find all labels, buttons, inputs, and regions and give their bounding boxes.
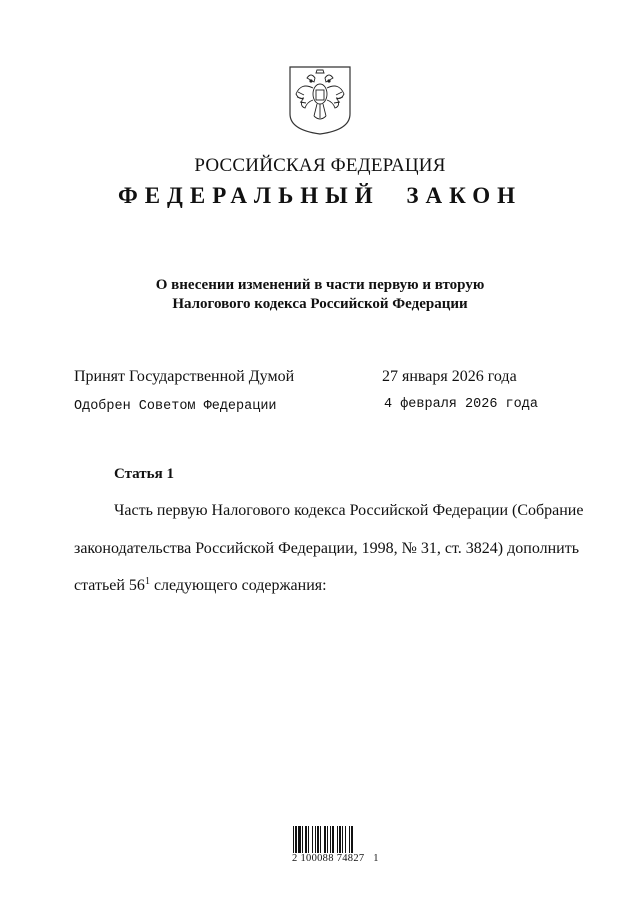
article-ref-superscript: 1 xyxy=(144,576,150,587)
article-text-line-3 xyxy=(74,577,570,595)
article-text-line-2: законодательства Российской Федерации, 1998, № 31, ст. 3824) дополнить xyxy=(74,540,580,557)
law-subject-line-2: Налогового кодекса Российской Федерации xyxy=(172,296,468,312)
barcode-number: 2 100088 74827 1 xyxy=(292,853,379,864)
law-subject-line-1: О внесении изменений в части первую и вторую xyxy=(155,277,485,293)
coat-of-arms-icon xyxy=(287,64,353,136)
country-name: РОССИЙСКАЯ ФЕДЕРАЦИЯ xyxy=(194,155,446,176)
article-ref: статьей 56 xyxy=(74,577,145,594)
barcode-icon xyxy=(292,826,378,853)
article-text-line-1: Часть первую Налогового кодекса Российской Федерации (Собрание xyxy=(114,502,584,519)
approved-label: Одобрен Советом Федерации xyxy=(74,399,277,414)
article-title: Статья 1 xyxy=(114,466,174,482)
article-text-tail: следующего содержания: xyxy=(149,577,327,594)
document-type: ФЕДЕРАЛЬНЫЙ ЗАКОН xyxy=(117,183,523,208)
adopted-label: Принят Государственной Думой xyxy=(74,368,295,385)
adopted-date: 27 января 2026 года xyxy=(382,368,517,385)
law-subject xyxy=(0,276,640,314)
approved-date: 4 февраля 2026 года xyxy=(384,397,538,412)
